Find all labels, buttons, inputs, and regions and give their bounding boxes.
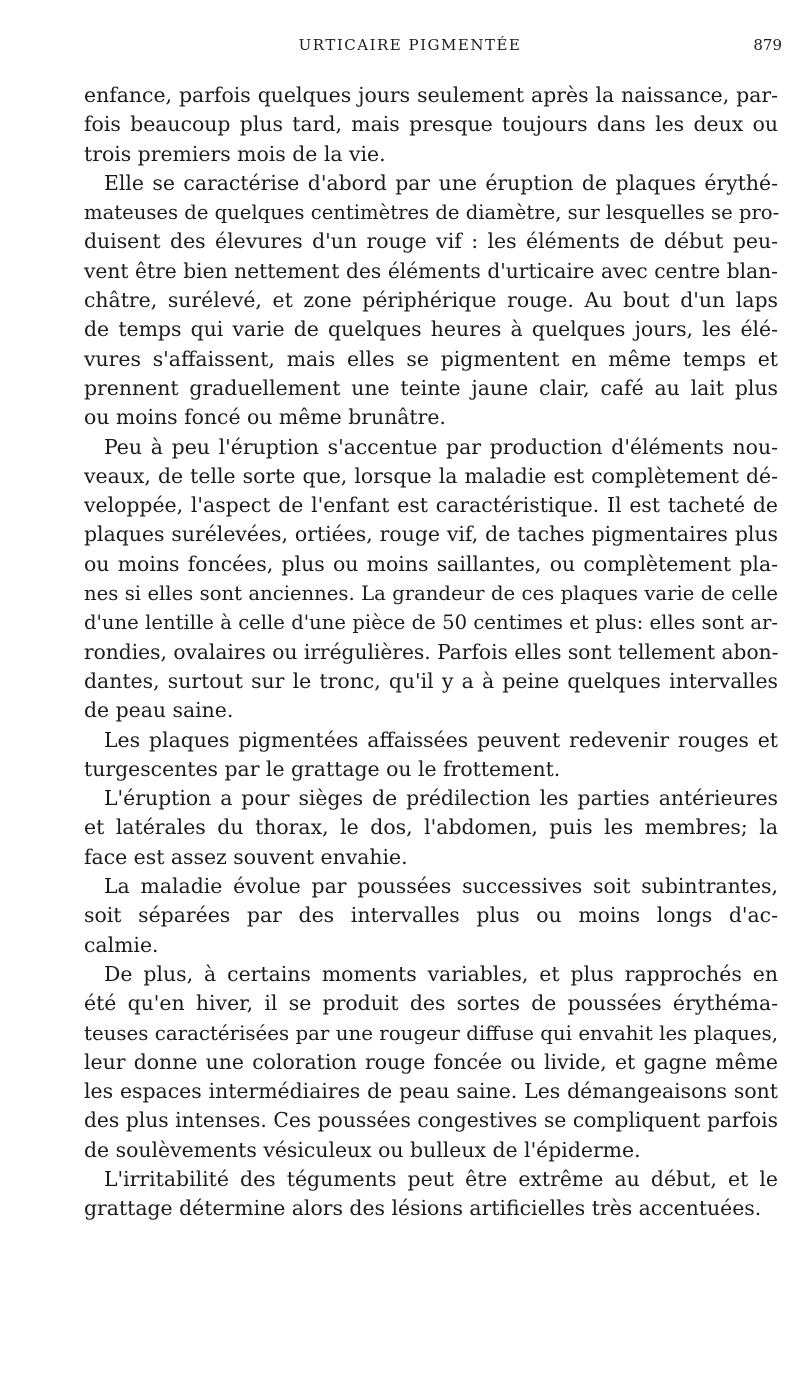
text-line: grattage détermine alors des lésions artificielles très accentuées. [84,1196,762,1221]
text-line: rondies, ovalaires ou irrégulières. Parfois elles sont tellement abon- [84,639,779,664]
text-line: Les plaques pigmentées affaissées peuvent redevenir rouges et [104,727,778,752]
text-line: été qu'en hiver, il se produit des sortes de poussées érythéma- [84,991,778,1016]
text-line: veloppée, l'aspect de l'enfant est caractéristique. Il est tacheté de [84,493,778,518]
text-line: ou moins foncées, plus ou moins saillantes, ou complètement pla- [84,551,778,576]
text-line: vures s'affaissent, mais elles se pigmentent en même temps et [84,346,778,371]
text-line: plaques surélevées, ortiées, rouge vif, de taches pigmentaires plus [84,522,778,547]
page-number: 879 [753,36,782,54]
text-body [84,81,778,1224]
paragraph [84,726,778,785]
paragraph [84,169,778,433]
text-line: La maladie évolue par poussées successives soit subintrantes, [104,874,778,899]
text-line: des plus intenses. Ces poussées congestives se compliquent parfois [84,1108,778,1133]
text-line: trois premiers mois de la vie. [84,141,386,166]
text-line: dantes, surtout sur le tronc, qu'il y a à peine quelques intervalles [84,668,778,693]
text-line: leur donne une coloration rouge foncée ou livide, et gagne même [84,1049,778,1074]
text-line: de soulèvements vésiculeux ou bulleux de l'épiderme. [84,1137,641,1162]
text-line: De plus, à certains moments variables, et plus rapprochés en [104,961,778,986]
paragraph [84,81,778,169]
text-line: prennent graduellement une teinte jaune clair, café au lait plus [84,375,778,400]
text-line: fois beaucoup plus tard, mais presque toujours dans les deux ou [84,112,778,137]
text-line: calmie. [84,932,159,957]
paragraph [84,433,778,726]
text-line: châtre, surélevé, et zone périphérique rouge. Au bout d'un laps [84,288,778,313]
running-title: URTICAIRE PIGMENTÉE [298,36,522,54]
text-line: Peu à peu l'éruption s'accentue par production d'éléments nou- [104,434,778,459]
text-line: et latérales du thorax, le dos, l'abdomen, puis les membres; la [84,815,778,840]
paragraph [84,872,778,960]
text-line: vent être bien nettement des éléments d'urticaire avec centre blan- [84,258,778,283]
text-line: soit séparées par des intervalles plus ou moins longs d'ac- [84,903,778,928]
text-line: Elle se caractérise d'abord par une éruption de plaques érythé- [104,170,778,195]
text-line: de temps qui varie de quelques heures à quelques jours, les élé- [84,317,778,342]
text-line: L'irritabilité des téguments peut être extrême au début, et le [104,1166,778,1191]
running-head [60,36,800,60]
text-line: de peau saine. [84,698,234,723]
text-line: veaux, de telle sorte que, lorsque la maladie est complètement dé- [84,463,778,488]
text-line: teuses caractérisées par une rougeur diffuse qui envahit les plaques, [84,1021,778,1045]
text-line: d'une lentille à celle d'une pièce de 50 centimes et plus: elles sont ar- [84,611,778,635]
text-line: enfance, parfois quelques jours seulement après la naissance, par- [84,83,778,107]
paragraph [84,960,778,1165]
text-line: les espaces intermédiaires de peau saine. Les démangeaisons sont [84,1079,778,1104]
text-line: turgescentes par le grattage ou le frottement. [84,756,561,781]
paragraph [84,1165,778,1224]
paragraph [84,784,778,872]
text-line: nes si elles sont anciennes. La grandeur de ces plaques varie de celle [84,582,778,606]
text-line: mateuses de quelques centimètres de diamètre, sur lesquelles se pro- [84,201,780,225]
text-line: face est assez souvent envahie. [84,844,408,869]
text-line: L'éruption a pour sièges de prédilection les parties antérieures [104,786,778,811]
text-line: duisent des élevures d'un rouge vif : les éléments de début peu- [84,229,778,254]
text-line: ou moins foncé ou même brunâtre. [84,405,446,430]
